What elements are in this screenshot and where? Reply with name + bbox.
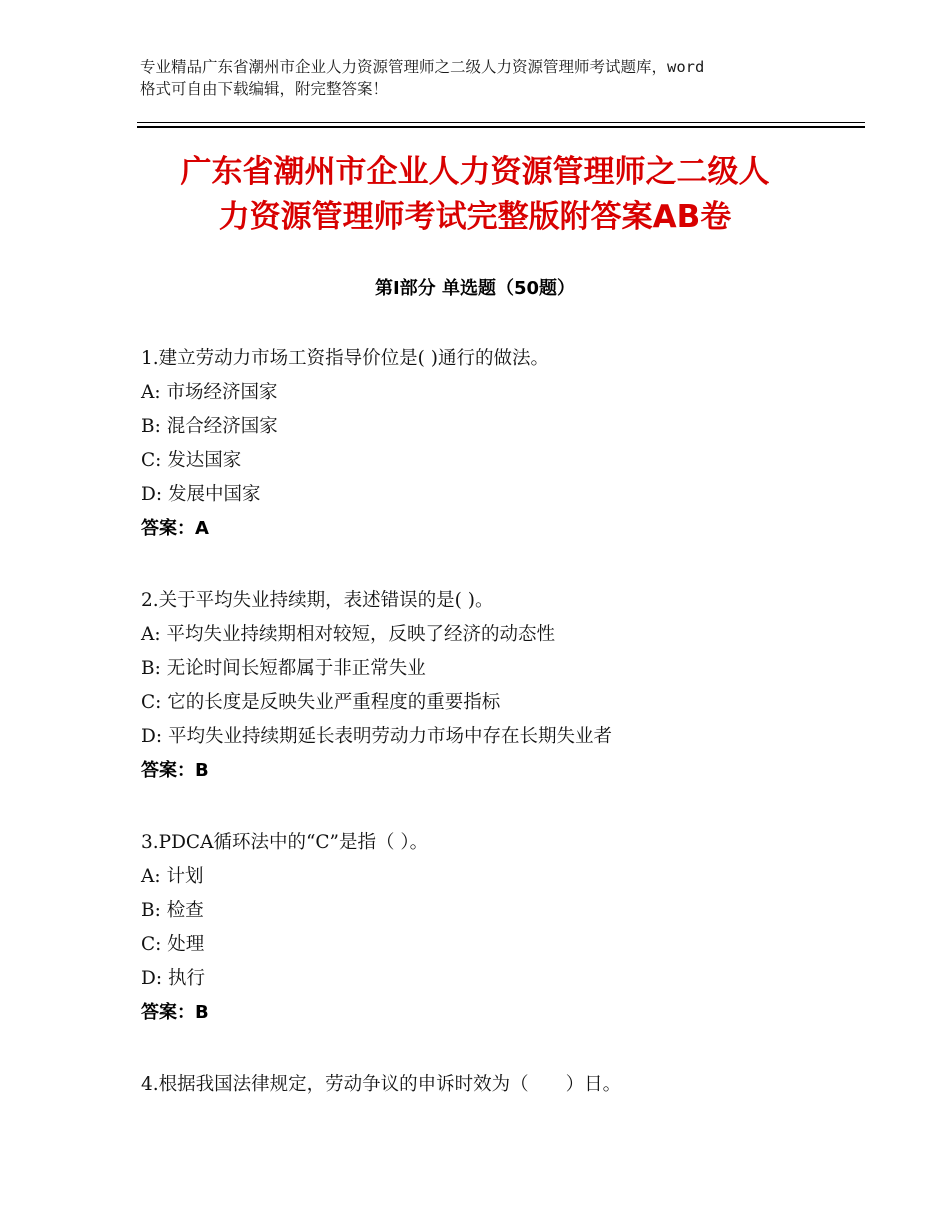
option-c: C: 它的长度是反映失业严重程度的重要指标 <box>141 692 501 713</box>
question-item <box>141 342 861 546</box>
option-b: B: 无论时间长短都属于非正常失业 <box>141 658 426 679</box>
option-a: A: 计划 <box>141 866 204 887</box>
option-d: D: 平均失业持续期延长表明劳动力市场中存在长期失业者 <box>141 726 612 747</box>
option-d: D: 发展中国家 <box>141 484 261 505</box>
option-c: C: 处理 <box>141 934 205 955</box>
question-item <box>141 1068 861 1102</box>
answer-label: 答案：B <box>141 760 209 781</box>
header-divider-thick <box>137 126 865 128</box>
header-note <box>140 56 830 100</box>
option-a: A: 平均失业持续期相对较短，反映了经济的动态性 <box>141 624 555 645</box>
header-note-line: 专业精品广东省潮州市企业人力资源管理师之二级人力资源管理师考试题库，word <box>140 58 705 76</box>
question-item <box>141 826 861 1030</box>
title-line: 广东省潮州市企业人力资源管理师之二级人 <box>180 154 770 190</box>
question-list <box>141 342 861 1140</box>
document-title <box>100 150 850 240</box>
option-a: A: 市场经济国家 <box>141 382 278 403</box>
question-stem: 1.建立劳动力市场工资指导价位是( )通行的做法。 <box>141 348 549 369</box>
title-line: 力资源管理师考试完整版附答案AB卷 <box>218 199 732 235</box>
option-b: B: 混合经济国家 <box>141 416 278 437</box>
question-stem: 2.关于平均失业持续期，表述错误的是( )。 <box>141 590 494 611</box>
section-title: 第Ⅰ部分 单选题（50题） <box>374 278 575 299</box>
answer-label: 答案：A <box>141 518 209 539</box>
option-c: C: 发达国家 <box>141 450 242 471</box>
header-note-line: 格式可自由下载编辑，附完整答案！ <box>140 80 389 98</box>
option-d: D: 执行 <box>141 968 205 989</box>
option-b: B: 检查 <box>141 900 204 921</box>
question-item <box>141 584 861 788</box>
question-stem: 3.PDCA循环法中的“C”是指（ ）。 <box>141 832 429 853</box>
header-divider-thin <box>137 122 865 123</box>
answer-label: 答案：B <box>141 1002 209 1023</box>
question-stem: 4.根据我国法律规定，劳动争议的申诉时效为（ ）日。 <box>141 1074 622 1095</box>
